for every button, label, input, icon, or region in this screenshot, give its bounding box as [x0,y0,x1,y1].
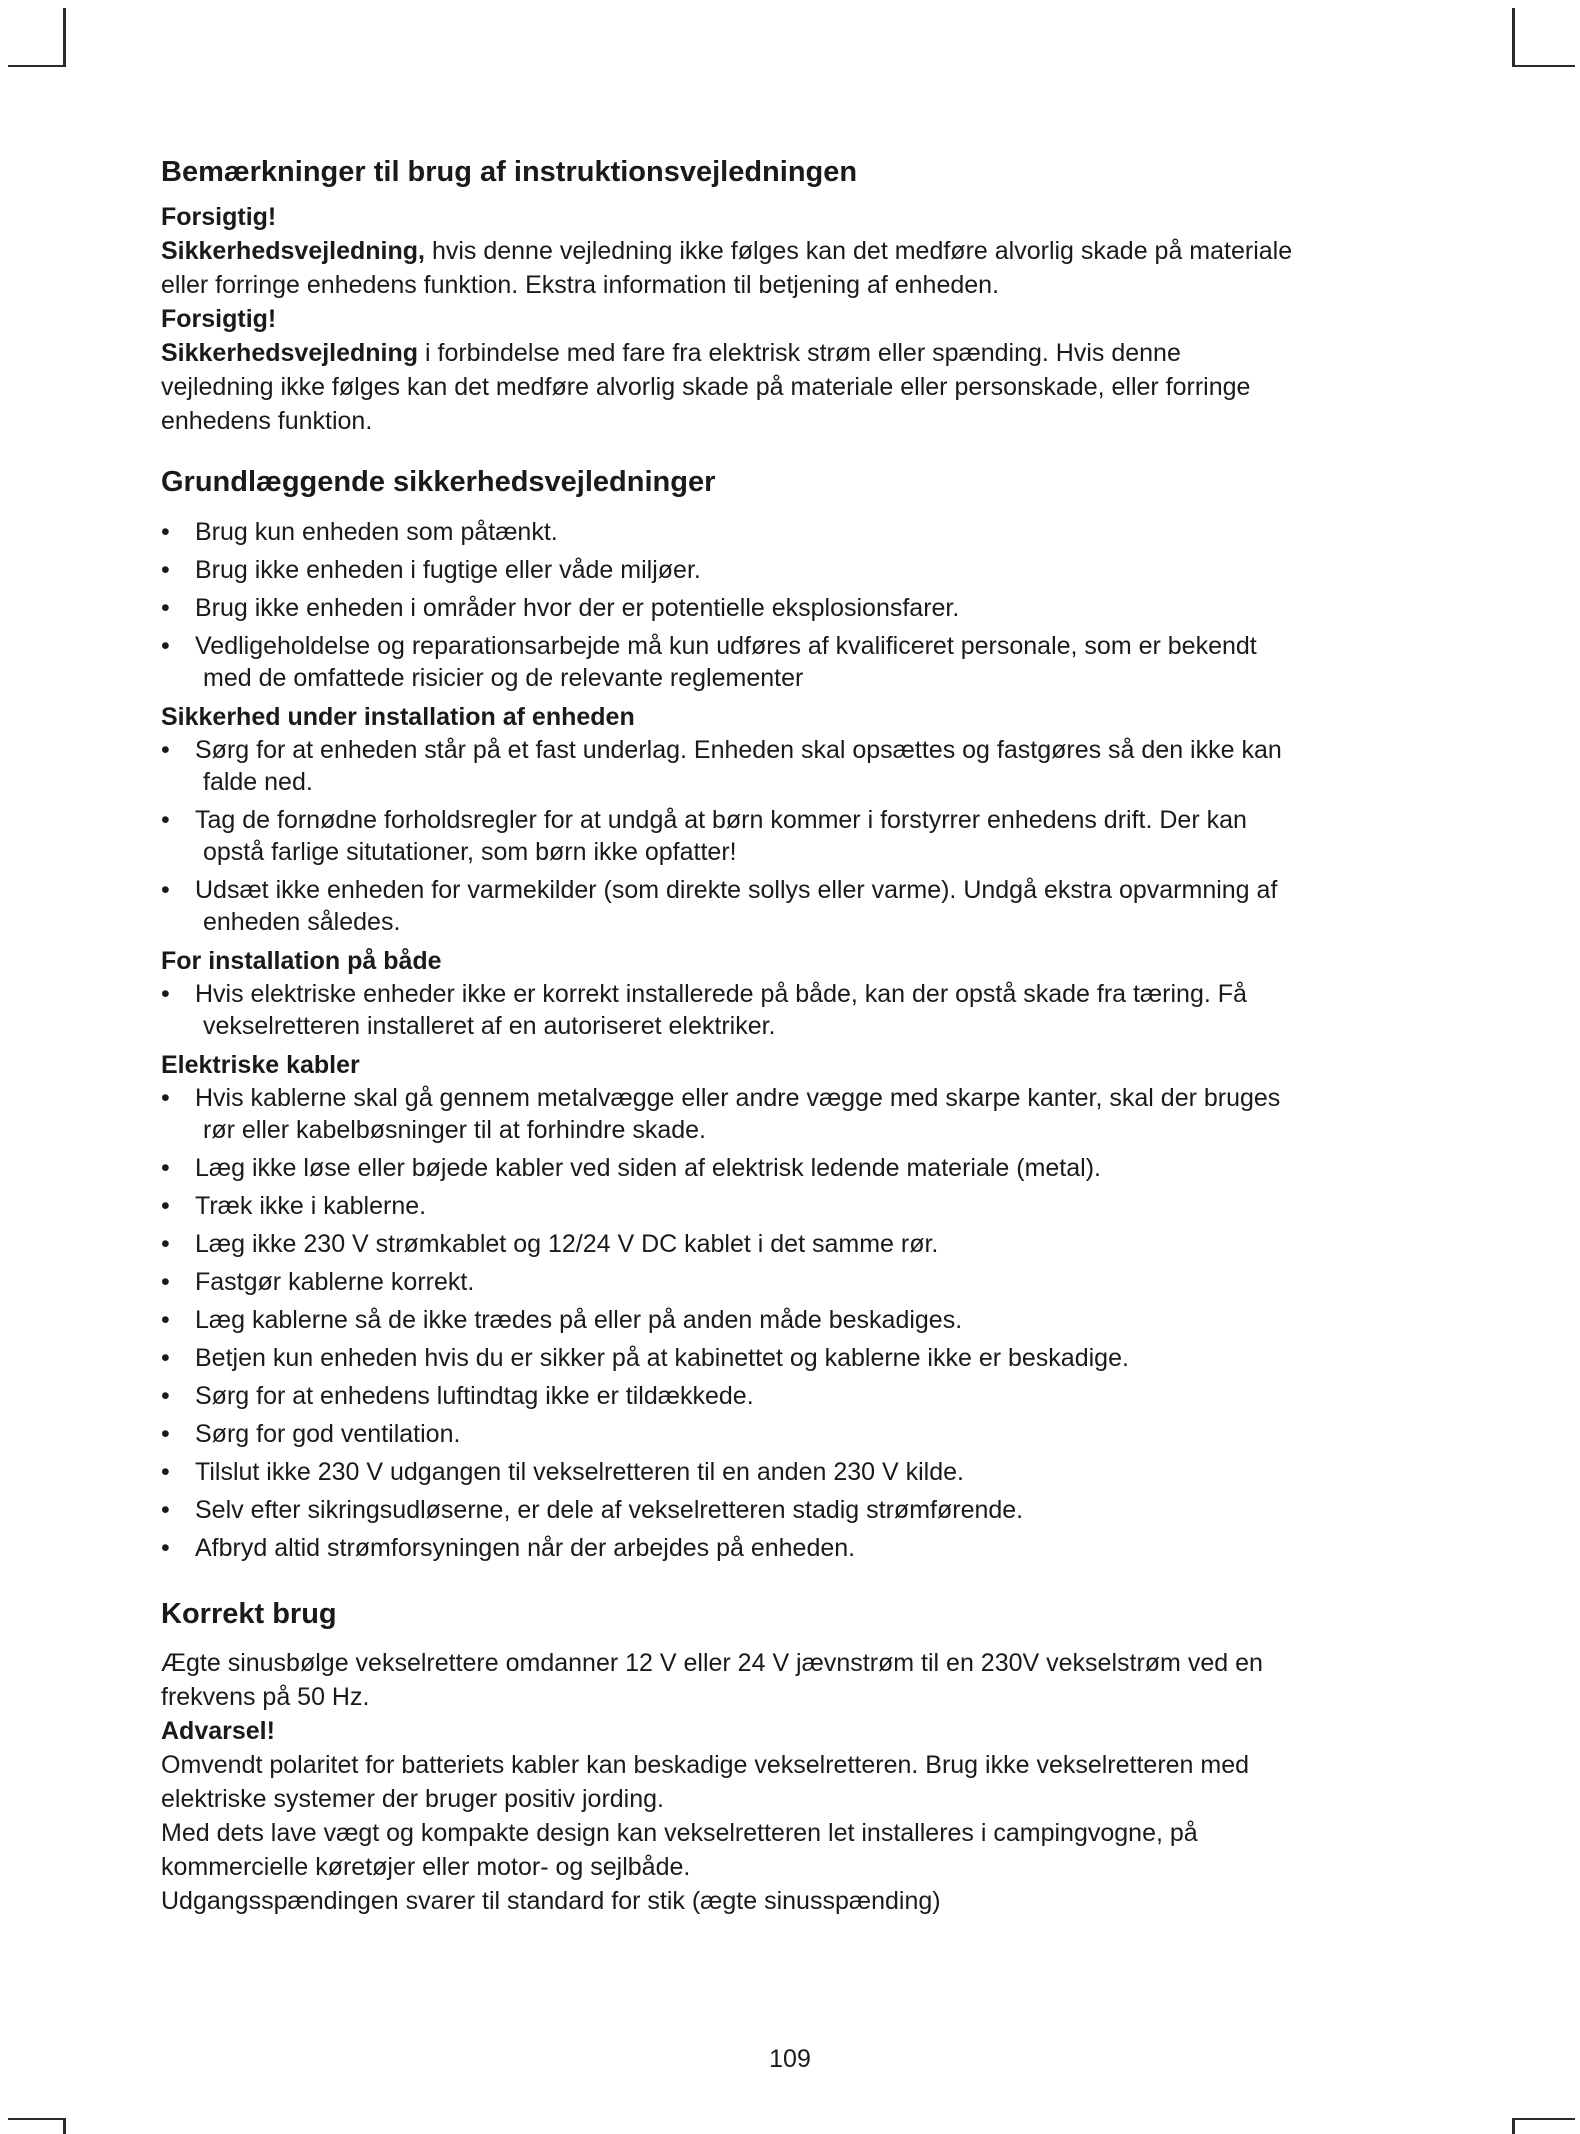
list-item: • Tilslut ikke 230 V udgangen til vekselretteren til en anden 230 V kilde. [161,1456,1431,1488]
list-item: • Tag de fornødne forholdsregler for at undgå at børn kommer i forstyrrer enhedens drift. Der kan opstå farlige situtationer, som børn ikke opfatter! [161,804,1431,868]
list-item: • Læg kablerne så de ikke trædes på eller på anden måde beskadiges. [161,1304,1431,1336]
caution-paragraph-1: Sikkerhedsvejledning, hvis denne vejledning ikke følges kan det medføre alvorlig skade på materiale eller forringe enhedens funktion. Ekstra information til betjening af enheden. [161,237,1293,299]
list-item: • Hvis kablerne skal gå gennem metalvægge eller andre vægge med skarpe kanter, skal der bruges rør eller kabelbøsninger til at forhindre skade. [161,1082,1431,1146]
electric-cables-list [161,1082,1431,1564]
list-item: • Træk ikke i kablerne. [161,1190,1431,1222]
bold-term: Sikkerhedsvejledning [161,339,419,367]
section-title-basic-safety: Grundlæggende sikkerhedsvejledninger [161,466,716,498]
basic-safety-list [161,516,1431,694]
page-content [161,150,1431,1918]
list-item: • Brug ikke enheden i fugtige eller våde miljøer. [161,554,1431,586]
list-item: • Brug ikke enheden i områder hvor der er potentielle eksplosionsfarer. [161,592,1431,624]
warning-label: Advarsel! [161,1717,275,1745]
list-item: • Læg ikke 230 V strømkablet og 12/24 V DC kablet i det samme rør. [161,1228,1431,1260]
list-item: • Brug kun enheden som påtænkt. [161,516,1431,548]
list-item: • Sørg for at enheden står på et fast underlag. Enheden skal opsættes og fastgøres så den ikke kan falde ned. [161,734,1431,798]
list-item: • Selv efter sikringsudløserne, er dele af vekselretteren stadig strømførende. [161,1494,1431,1526]
list-item: • Sørg for at enhedens luftindtag ikke er tildækkede. [161,1380,1431,1412]
section-title-usage-notes: Bemærkninger til brug af instruktionsvejledningen [161,156,858,188]
list-item: • Hvis elektriske enheder ikke er korrekt installerede på både, kan der opstå skade fra tæring. Få vekselretteren installeret af en autoriseret elektriker. [161,978,1431,1042]
bold-term: Sikkerhedsvejledning, [161,237,425,265]
list-item: • Fastgør kablerne korrekt. [161,1266,1431,1298]
caution-paragraph-2: Sikkerhedsvejledning i forbindelse med fare fra elektrisk strøm eller spænding. Hvis denne vejledning ikke følges kan det medføre alvorlig skade på materiale eller personskade, eller forringe enhedens funktion. [161,339,1251,435]
list-item: • Sørg for god ventilation. [161,1418,1431,1450]
list-item: • Vedligeholdelse og reparationsarbejde må kun udføres af kvalificeret personale, som er bekendt med de omfattede risicier og de relevante reglementer [161,630,1431,694]
list-item: • Læg ikke løse eller bøjede kabler ved siden af elektrisk ledende materiale (metal). [161,1152,1431,1184]
correct-use-intro: Ægte sinusbølge vekselrettere omdanner 12 V eller 24 V jævnstrøm til en 230V vekselstrøm ved en frekvens på 50 Hz. [161,1649,1263,1711]
caution-label: Forsigtig! [161,305,277,333]
warning-paragraph: Omvendt polaritet for batteriets kabler kan beskadige vekselretteren. Brug ikke vekselretteren med elektriske systemer der bruger positiv jording. Med dets lave vægt og kompakte design kan vekselretteren let installeres i campingvogne, på kommercielle køretøjer eller motor- og sejlbåde. Udgangsspændingen svarer til standard for stik (ægte sinusspænding) [161,1751,1250,1915]
subheading-boat-installation: For installation på både [161,947,442,975]
page-number: 109 [769,2045,811,2073]
list-item: • Betjen kun enheden hvis du er sikker på at kabinettet og kablerne ikke er beskadige. [161,1342,1431,1374]
section-title-correct-use: Korrekt brug [161,1598,337,1630]
caution-label: Forsigtig! [161,203,277,231]
boat-installation-list [161,978,1431,1042]
crop-mark-top-left [8,8,66,67]
installation-safety-list [161,734,1431,938]
crop-mark-top-right [1512,8,1575,67]
subheading-installation-safety: Sikkerhed under installation af enheden [161,703,635,731]
subheading-electric-cables: Elektriske kabler [161,1051,360,1079]
list-item: • Afbryd altid strømforsyningen når der arbejdes på enheden. [161,1532,1431,1564]
list-item: • Udsæt ikke enheden for varmekilder (som direkte sollys eller varme). Undgå ekstra opvarmning af enheden således. [161,874,1431,938]
